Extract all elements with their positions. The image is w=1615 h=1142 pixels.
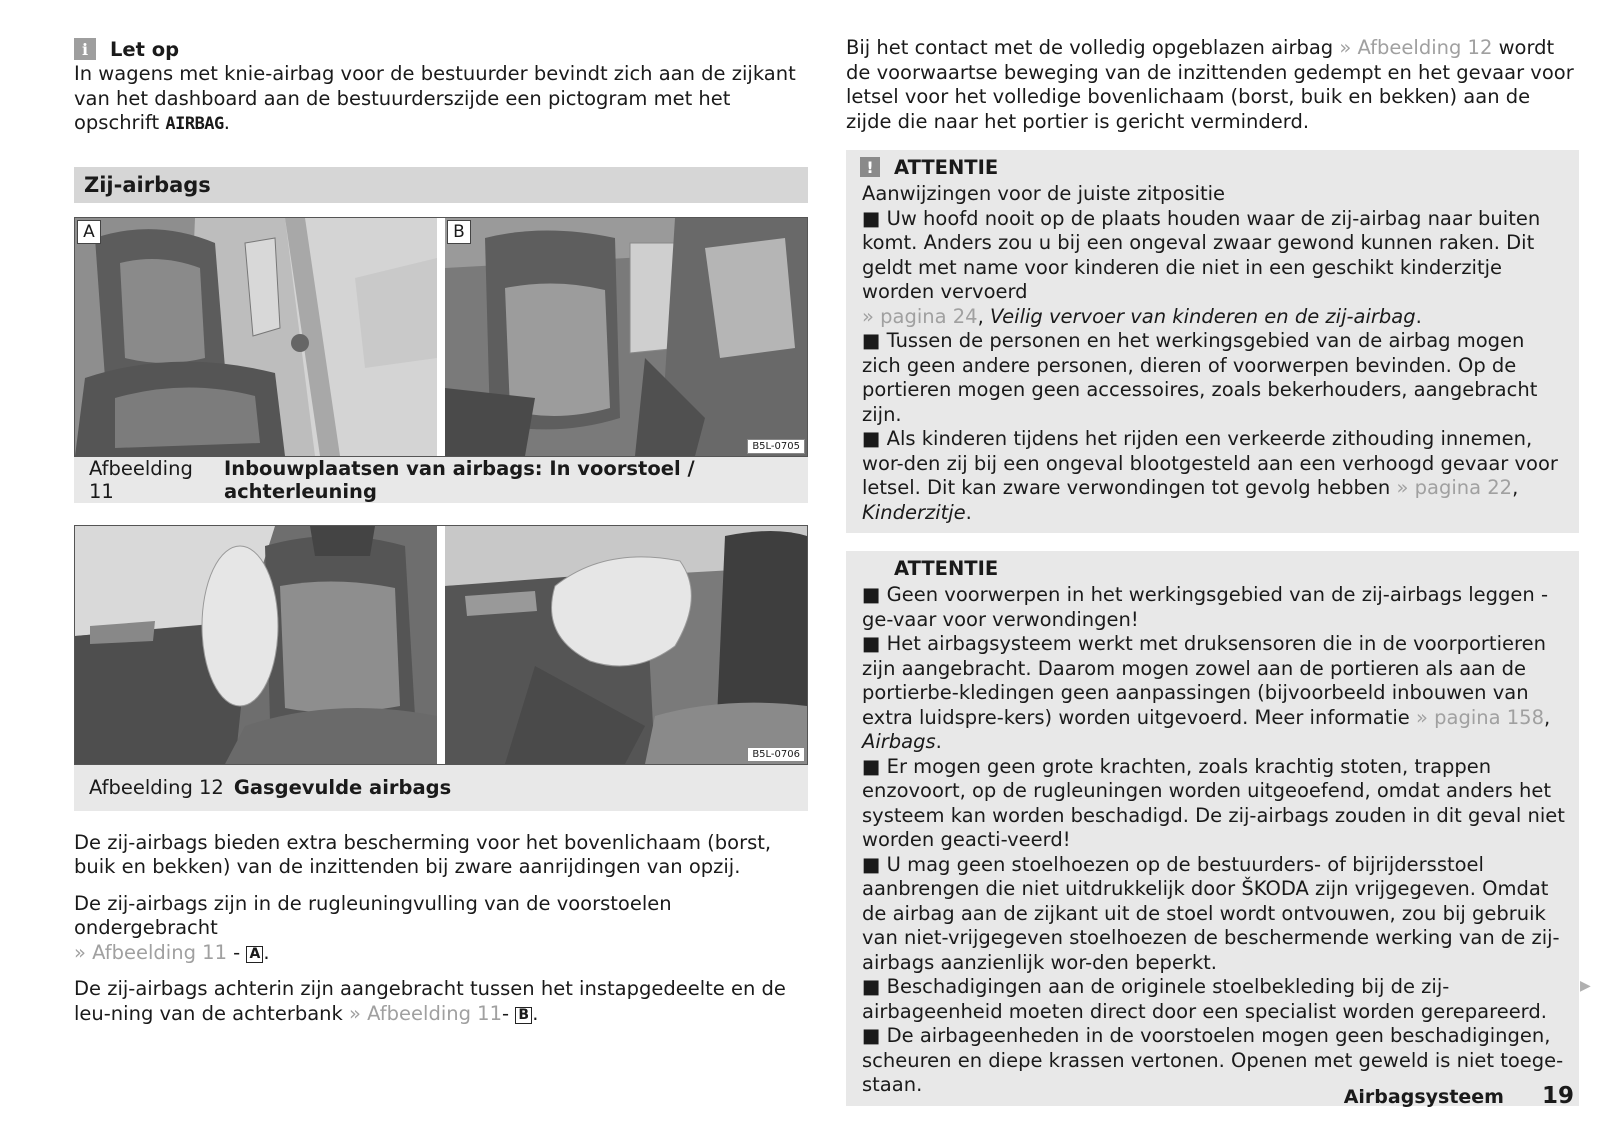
front-seat-illustration bbox=[75, 218, 437, 456]
end-dot: . bbox=[532, 1001, 539, 1025]
front-airbag-inflated-illustration bbox=[75, 526, 437, 764]
reference-title: Veilig vervoer van kinderen en de zij-airbag bbox=[989, 304, 1416, 328]
page-158-link[interactable]: » pagina 158 bbox=[1416, 705, 1544, 729]
note-text bbox=[74, 62, 808, 137]
paragraph-3 bbox=[74, 977, 808, 1026]
attention-icon-placeholder bbox=[860, 558, 880, 578]
separator: - bbox=[502, 1001, 516, 1025]
figure-11-image bbox=[74, 217, 808, 457]
figure-11-panel-a bbox=[75, 218, 437, 456]
panel-ref-b: B bbox=[515, 1007, 532, 1024]
attention-bullet: ■ Het airbagsysteem werkt met druksensoren die in de voorportieren zijn aangebracht. Daarom mogen zowel aan de portieren als aan de portierbe-kledingen geen aanpassingen (bijvoorbeeld inbouwen van extra luidspre-kers) worden uitgevoerd. Meer informatie » pagina 158, Airbags. bbox=[862, 632, 1551, 753]
figure-label: Afbeelding 11 bbox=[89, 456, 193, 503]
figure-11-caption bbox=[74, 457, 808, 503]
attention-subtitle: Aanwijzingen voor de juiste zitpositie bbox=[862, 182, 1226, 205]
attention-box-2 bbox=[846, 551, 1579, 1106]
attention-bullet: ■ Als kinderen tijdens het rijden een verkeerde zithouding innemen, wor-den zij bij een ongeval blootgesteld aan een verhoogd gevaar voor letsel. Dit kan zware verwondingen tot gevolg hebben » pagina 22, Kinderzitje. bbox=[862, 427, 1558, 524]
figure-title: Gasgevulde airbags bbox=[233, 776, 452, 799]
paragraph-3-text: De zij-airbags achterin zijn aangebracht tussen het instapgedeelte en de leu-ning van de achterbank bbox=[74, 977, 786, 1025]
figure-12 bbox=[74, 525, 808, 811]
end-dot: . bbox=[263, 940, 270, 964]
bullet-text: ■ Als kinderen tijdens het rijden een verkeerde zithouding innemen, wor-den zij bij een ongeval blootgesteld aan een verhoogd gevaar voor letsel. Dit kan zware verwondingen tot gevolg hebben bbox=[862, 427, 1558, 499]
page-24-link[interactable]: » pagina 24 bbox=[862, 304, 978, 328]
figure-code: B5L-0705 bbox=[747, 439, 805, 454]
attention-bullet: ■ Er mogen geen grote krachten, zoals krachtig stoten, trappen enzovoort, op de rugleuningen worden uitgeoefend, omdat anders het systeem kan worden beschadigd. De zij-airbags zouden in dit geval niet worden geacti-veerd! bbox=[862, 754, 1565, 851]
section-heading: Zij-airbags bbox=[74, 167, 808, 203]
attention-bullet: ■ U mag geen stoelhoezen op de bestuurders- of bijrijdersstoel aanbrengen die niet uitdrukkelijk door ŠKODA zijn vrijgegeven. Omdat de airbag aan de zijkant uit de stoel wordt ontvouwen, zou bij gebruik van niet-vrijgegeven stoelhoezen de beschermende werking van de zij-airbags aanzienlijk wor-den beperkt. bbox=[862, 852, 1560, 974]
figure-11 bbox=[74, 217, 808, 503]
attention-bullet: ■ Geen voorwerpen in het werkingsgebied van de zij-airbags leggen - ge-vaar voor verwondingen! bbox=[862, 583, 1549, 631]
paragraph-2 bbox=[74, 892, 808, 966]
bullet-text: ■ Uw hoofd nooit op de plaats houden waar de zij-airbag naar buiten komt. Anders zou u bij een ongeval zwaar gewond kunnen raken. Dit geldt met name voor kinderen die niet in een geschikt kinderzitje worden vervoerd bbox=[862, 206, 1541, 303]
paragraph-1: De zij-airbags bieden extra bescherming voor het bovenlichaam (borst, buik en bekken) van de inzittenden bij zware aanrijdingen van opzij. bbox=[74, 830, 772, 878]
reference-title: Kinderzitje bbox=[862, 500, 966, 524]
figure-label: Afbeelding 12 bbox=[89, 776, 224, 799]
intro-text-1: Bij het contact met de volledig opgeblazen airbag bbox=[846, 36, 1334, 59]
attention-title: ATTENTIE bbox=[894, 556, 999, 580]
right-column bbox=[846, 36, 1579, 1106]
door-airbag-inflated-illustration bbox=[445, 526, 807, 764]
note-title: Let op bbox=[110, 37, 180, 61]
warning-icon: ! bbox=[860, 157, 880, 177]
page-footer bbox=[1344, 1083, 1574, 1109]
figure-12-caption bbox=[74, 765, 808, 811]
attention-header bbox=[860, 154, 1565, 180]
separator: - bbox=[226, 940, 247, 964]
left-column bbox=[74, 36, 808, 1026]
panel-label-b: B bbox=[447, 220, 471, 244]
figure-11-link[interactable]: » Afbeelding 11 bbox=[349, 1001, 502, 1025]
note-body: In wagens met knie-airbag voor de bestuurder bevindt zich aan de zijkant van het dashboard aan de bestuurderszijde een pictogram met het opschrift bbox=[74, 62, 796, 134]
attention-bullet: ■ Beschadigingen aan de originele stoelbekleding bij de zij-airbageenheid moeten direct door een specialist worden gerepareerd. bbox=[862, 975, 1547, 1023]
rear-seat-illustration bbox=[445, 218, 807, 456]
footer-section-title: Airbagsysteem bbox=[1343, 1086, 1504, 1108]
paragraph-2-text: De zij-airbags zijn in de rugleuningvulling van de voorstoelen ondergebracht bbox=[74, 891, 672, 939]
figure-12-link[interactable]: » Afbeelding 12 bbox=[1339, 36, 1493, 59]
attention-bullet: ■ De airbageenheden in de voorstoelen mogen geen beschadigingen, scheuren en diepe krassen vertonen. Openen met geweld is niet toege-staan. bbox=[862, 1024, 1564, 1096]
info-icon: i bbox=[74, 38, 96, 60]
airbag-label: AIRBAG bbox=[165, 114, 224, 134]
continue-arrow-icon: ▶ bbox=[1580, 978, 1591, 994]
attention-title: ATTENTIE bbox=[894, 155, 999, 179]
attention-header bbox=[860, 555, 1565, 581]
figure-12-image bbox=[74, 525, 808, 765]
panel-label-a: A bbox=[77, 220, 101, 244]
intro-text-2: wordt de voorwaartse beweging van de inzittenden gedempt en het gevaar voor letsel voor het volledige bovenlichaam (borst, buik en bekken) aan de zijde die naar het portier is gericht verminderd. bbox=[846, 36, 1574, 133]
figure-12-panel-right bbox=[445, 526, 807, 764]
figure-12-panel-left bbox=[75, 526, 437, 764]
page-22-link[interactable]: » pagina 22 bbox=[1396, 476, 1513, 499]
page-number: 19 bbox=[1541, 1083, 1574, 1109]
figure-title: Inbouwplaatsen van airbags: In voorstoel / achterleuning bbox=[223, 456, 695, 503]
figure-code: B5L-0706 bbox=[747, 747, 805, 762]
intro-paragraph bbox=[846, 36, 1579, 134]
bullet-text: ■ Het airbagsysteem werkt met druksensoren die in de voorportieren zijn aangebracht. Daarom mogen zowel aan de portieren als aan de portierbe-kledingen geen aanpassingen (bijvoorbeeld inbouwen van extra luidspre-kers) worden uitgevoerd. Meer informatie bbox=[862, 632, 1546, 729]
figure-11-panel-b bbox=[445, 218, 807, 456]
attention-bullet: ■ Uw hoofd nooit op de plaats houden waar de zij-airbag naar buiten komt. Anders zou u bij een ongeval zwaar gewond kunnen raken. Dit geldt met name voor kinderen die niet in een geschikt kinderzitje worden vervoerd » pagina 24, Veilig vervoer van kinderen en de zij-airbag. bbox=[862, 206, 1541, 328]
attention-box-1 bbox=[846, 150, 1579, 533]
note-header bbox=[74, 36, 808, 62]
note-block bbox=[74, 36, 808, 137]
figure-11-link[interactable]: » Afbeelding 11 bbox=[74, 940, 227, 964]
attention-bullet: ■ Tussen de personen en het werkingsgebied van de airbag mogen zich geen andere personen, dieren of voorwerpen bevinden. Op de portieren mogen geen accessoires, zoals bekerhouders, aangebracht zijn. bbox=[862, 329, 1538, 426]
reference-title: Airbags bbox=[862, 730, 936, 753]
panel-ref-a: A bbox=[246, 946, 263, 963]
note-end: . bbox=[223, 111, 230, 134]
